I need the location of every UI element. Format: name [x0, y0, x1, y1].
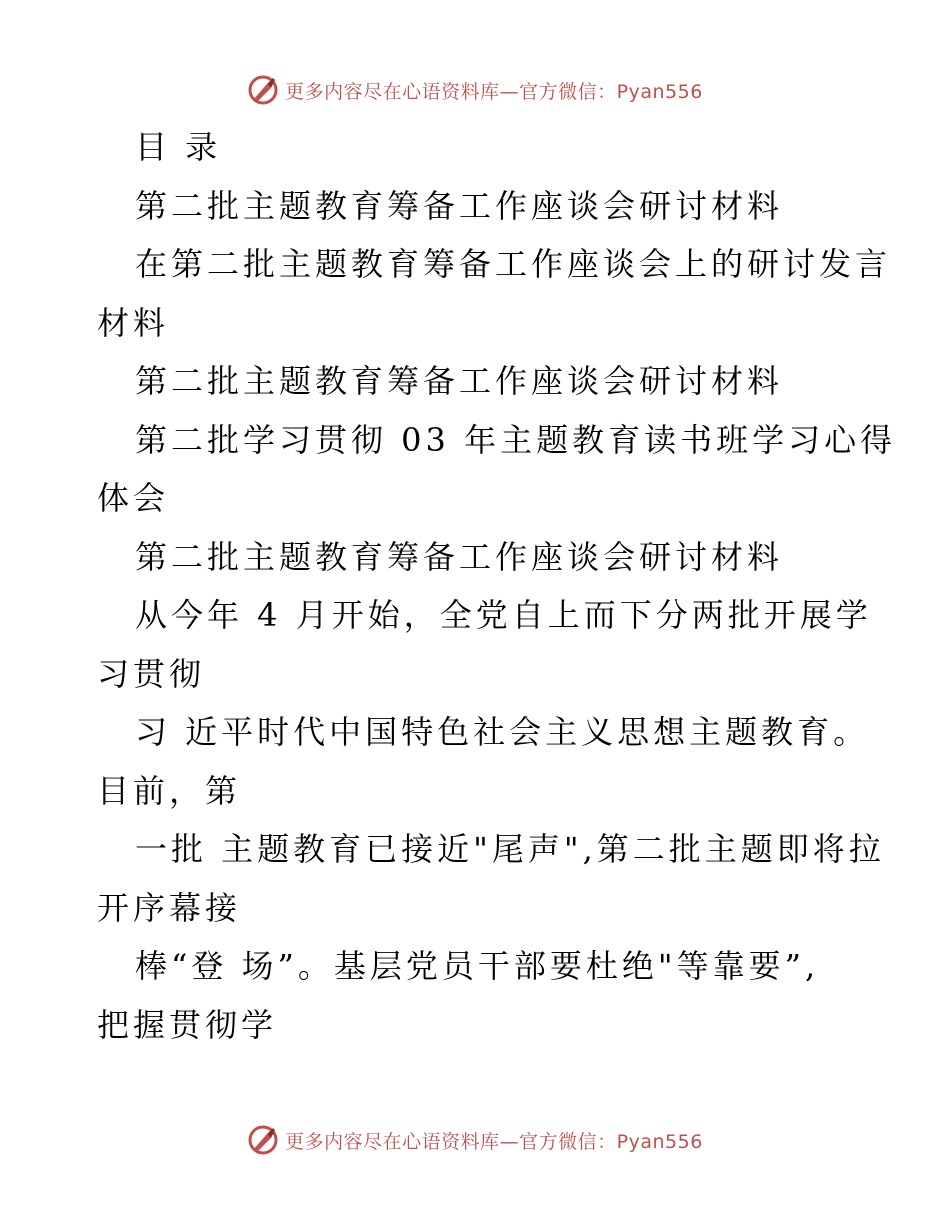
body-paragraph-line: 习 近平时代中国特色社会主义思想主题教育。: [135, 713, 870, 751]
document-body: [97, 118, 897, 1054]
toc-entry: 第二批学习贯彻 03 年主题教育读书班学习心得: [135, 420, 897, 459]
pen-logo-icon: [247, 74, 279, 106]
watermark-text: 更多内容尽在心语资料库—官方微信：Pyan556: [285, 1130, 703, 1153]
toc-entry-continued: 体会: [97, 479, 170, 517]
footer-watermark: [0, 1120, 950, 1160]
body-paragraph-line: 棒“登 场”。基层党员干部要杜绝"等靠要”,: [135, 947, 820, 985]
body-paragraph-line: 一批 主题教育已接近"尾声",第二批主题即将拉: [135, 830, 885, 868]
toc-heading: 目 录: [135, 128, 222, 166]
pen-logo-icon: [247, 1124, 279, 1156]
toc-entry-continued: 材料: [97, 303, 170, 342]
body-paragraph-line: 把握贯彻学: [97, 1005, 278, 1044]
body-paragraph-line: 开序幕接: [97, 888, 242, 927]
toc-entry: 第二批主题教育筹备工作座谈会研讨材料: [135, 362, 784, 400]
section-title: 第二批主题教育筹备工作座谈会研讨材料: [135, 537, 784, 576]
body-paragraph-line: 目前，第: [97, 771, 242, 810]
toc-entry: 第二批主题教育筹备工作座谈会研讨材料: [135, 186, 784, 225]
body-paragraph-line: 从今年 4 月开始，全党自上而下分两批开展学: [135, 596, 872, 634]
watermark-text: 更多内容尽在心语资料库—官方微信：Pyan556: [285, 80, 703, 103]
body-paragraph-line: 习贯彻: [97, 654, 206, 693]
header-watermark: [0, 70, 950, 110]
toc-entry: 在第二批主题教育筹备工作座谈会上的研讨发言: [135, 245, 892, 283]
